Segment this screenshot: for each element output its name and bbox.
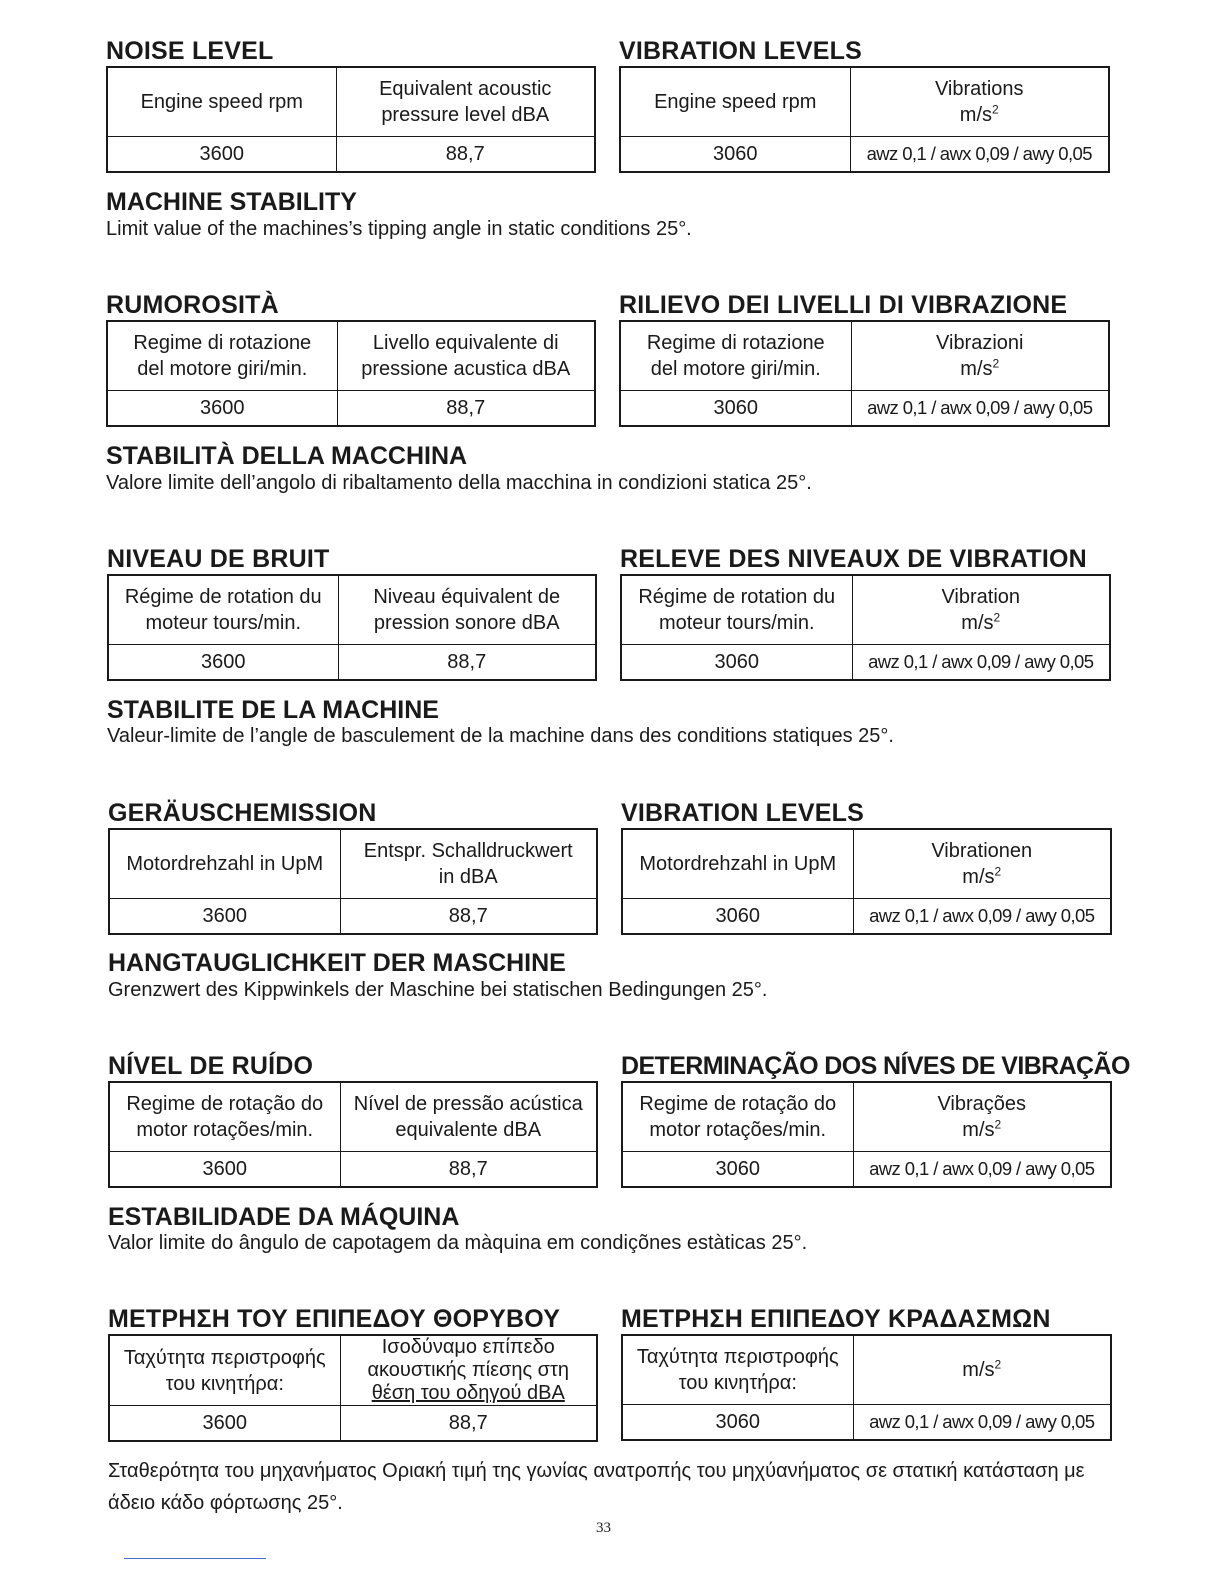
estabilidade-title: ESTABILIDADE DA MÁQUINA — [108, 1203, 460, 1231]
greek-vibration-title: ΜΕΤΡΗΣΗ ΕΠΙΠΕΔΟΥ ΚΡΑΔΑΣΜΩΝ — [621, 1305, 1051, 1333]
vibration-value-rpm: 3060 — [621, 645, 852, 681]
noise-table-pt — [108, 1081, 598, 1188]
page-number: 33 — [596, 1520, 611, 1536]
rumorosita-title: RUMOROSITÀ — [106, 291, 279, 319]
footer-rule — [124, 1558, 266, 1559]
noise-value-rpm: 3600 — [109, 899, 340, 935]
hangtauglichkeit-text: Grenzwert des Kippwinkels der Maschine bei statischen Bedingungen 25°. — [108, 979, 768, 1001]
noise-header-engine-speed: Motordrehzahl in UpM — [109, 829, 340, 899]
greek-noise-title: ΜΕΤΡΗΣΗ ΤΟΥ ΕΠΙΠΕΔΟΥ ΘΟΡΥΒΟΥ — [108, 1305, 561, 1333]
noise-value-rpm: 3600 — [107, 137, 336, 173]
noise-value-rpm: 3600 — [107, 391, 337, 427]
vibration-value-rpm: 3060 — [620, 137, 850, 173]
estabilidade-text: Valor limite do ângulo de capotagem da màquina em condiçõnes estàticas 25°. — [108, 1232, 808, 1254]
noise-header-pressure-level: Nível de pressão acústica equivalente dBA — [340, 1082, 597, 1152]
noise-table-gr — [108, 1334, 598, 1442]
rilievo-vibrazione-title: RILIEVO DEI LIVELLI DI VIBRAZIONE — [619, 291, 1068, 319]
vibration-header-vibrations: Vibrationen $m/s^2$ — [853, 829, 1111, 899]
noise-header-pressure-level: Equivalent acoustic pressure level dBA — [336, 67, 595, 137]
machine-stability-title: MACHINE STABILITY — [106, 188, 357, 216]
vibration-table-gr — [621, 1334, 1112, 1441]
vibration-value-rpm: 3060 — [622, 1405, 853, 1441]
vibration-header-vibrations: Vibration $m/s^2$ — [852, 575, 1110, 645]
niveau-de-bruit-title: NIVEAU DE BRUIT — [107, 545, 330, 573]
noise-header-engine-speed: Régime de rotation du moteur tours/min. — [108, 575, 338, 645]
vibration-value-axes: awz 0,1 / awx 0,09 / awy 0,05 — [850, 137, 1109, 173]
vibration-levels-de-title: VIBRATION LEVELS — [621, 799, 865, 827]
vibration-header-vibrations: Vibrazioni $m/s^2$ — [851, 321, 1109, 391]
vibration-header-vibrations: Vibrações $m/s^2$ — [853, 1082, 1111, 1152]
vibration-header-engine-speed: Régime de rotation du moteur tours/min. — [621, 575, 852, 645]
vibration-value-axes: awz 0,1 / awx 0,09 / awy 0,05 — [853, 899, 1111, 935]
vibration-header-engine-speed: Regime de rotação do motor rotações/min. — [622, 1082, 853, 1152]
noise-header-engine-speed: Regime di rotazione del motore giri/min. — [107, 321, 337, 391]
noise-value-dba: 88,7 — [336, 137, 595, 173]
vibration-value-axes: awz 0,1 / awx 0,09 / awy 0,05 — [851, 391, 1109, 427]
noise-header-pressure-level: Ισοδύναμο επίπεδο ακουστικής πίεσης στη θέση του οδηγού dBA — [340, 1335, 597, 1406]
noise-value-rpm: 3600 — [108, 645, 338, 681]
determinacao-vibracao-title: DETERMINAÇÃO DOS NÍVES DE VIBRAÇÃO — [621, 1052, 1130, 1080]
vibration-value-rpm: 3060 — [620, 391, 851, 427]
noise-value-dba: 88,7 — [340, 1152, 597, 1188]
vibration-header-engine-speed: Ταχύτητα περιστροφής του κινητήρα: — [622, 1335, 853, 1405]
noise-header-pressure-level: Entspr. Schalldruckwert in dBA — [340, 829, 597, 899]
vibration-header-vibrations: Vibrations $m/s^2$ — [850, 67, 1109, 137]
vibration-table-it — [619, 320, 1110, 427]
noise-value-dba: 88,7 — [340, 1406, 597, 1442]
noise-table-fr — [107, 574, 597, 681]
vibration-table — [619, 66, 1110, 173]
vibration-value-rpm: 3060 — [622, 1152, 853, 1188]
vibration-value-axes: awz 0,1 / awx 0,09 / awy 0,05 — [852, 645, 1110, 681]
vibration-value-axes: awz 0,1 / awx 0,09 / awy 0,05 — [853, 1152, 1111, 1188]
noise-value-rpm: 3600 — [109, 1152, 340, 1188]
noise-value-dba: 88,7 — [338, 645, 596, 681]
noise-value-dba: 88,7 — [340, 899, 597, 935]
stabilita-title: STABILITÀ DELLA MACCHINA — [106, 442, 468, 470]
stabilita-text: Valore limite dell’angolo di ribaltamento della macchina in condizioni statica 25°. — [106, 472, 812, 494]
stabilite-title: STABILITE DE LA MACHINE — [107, 696, 439, 724]
vibration-table-pt — [621, 1081, 1112, 1188]
vibration-header-engine-speed: Engine speed rpm — [620, 67, 850, 137]
vibration-levels-title: VIBRATION LEVELS — [619, 37, 863, 65]
noise-header-engine-speed: Engine speed rpm — [107, 67, 336, 137]
nivel-de-ruido-title: NÍVEL DE RUÍDO — [108, 1052, 314, 1080]
noise-table — [106, 66, 596, 173]
noise-header-pressure-level: Niveau équivalent de pression sonore dBA — [338, 575, 596, 645]
greek-stability-text: Σταθερότητα του μηχανήματος Οριακή τιμή της γωνίας ανατροπής του μηχύανήματος σε στατική κατάσταση με άδειο κάδο φόρτωσης 25°. — [108, 1460, 1085, 1514]
noise-table-it — [106, 320, 596, 427]
hangtauglichkeit-title: HANGTAUGLICHKEIT DER MASCHINE — [108, 949, 566, 977]
vibration-header-engine-speed: Regime di rotazione del motore giri/min. — [620, 321, 851, 391]
vibration-value-rpm: 3060 — [622, 899, 853, 935]
noise-header-engine-speed: Regime de rotação do motor rotações/min. — [109, 1082, 340, 1152]
geraeuschemission-title: GERÄUSCHEMISSION — [108, 799, 377, 827]
vibration-table-de — [621, 828, 1112, 935]
noise-level-title: NOISE LEVEL — [106, 37, 274, 65]
noise-header-engine-speed: Ταχύτητα περιστροφής του κινητήρα: — [109, 1335, 340, 1406]
noise-value-dba: 88,7 — [337, 391, 595, 427]
machine-stability-text: Limit value of the machines’s tipping angle in static conditions 25°. — [106, 218, 692, 240]
stabilite-text: Valeur-limite de l’angle de basculement de la machine dans des conditions statiques 25°. — [107, 725, 894, 747]
vibration-header-vibrations: $m/s^2$ — [853, 1335, 1111, 1405]
releve-vibration-title: RELEVE DES NIVEAUX DE VIBRATION — [620, 545, 1087, 573]
noise-header-pressure-level: Livello equivalente di pressione acustica dBA — [337, 321, 595, 391]
vibration-table-fr — [620, 574, 1111, 681]
vibration-header-engine-speed: Motordrehzahl in UpM — [622, 829, 853, 899]
noise-table-de — [108, 828, 598, 935]
noise-value-rpm: 3600 — [109, 1406, 340, 1442]
vibration-value-axes: awz 0,1 / awx 0,09 / awy 0,05 — [853, 1405, 1111, 1441]
